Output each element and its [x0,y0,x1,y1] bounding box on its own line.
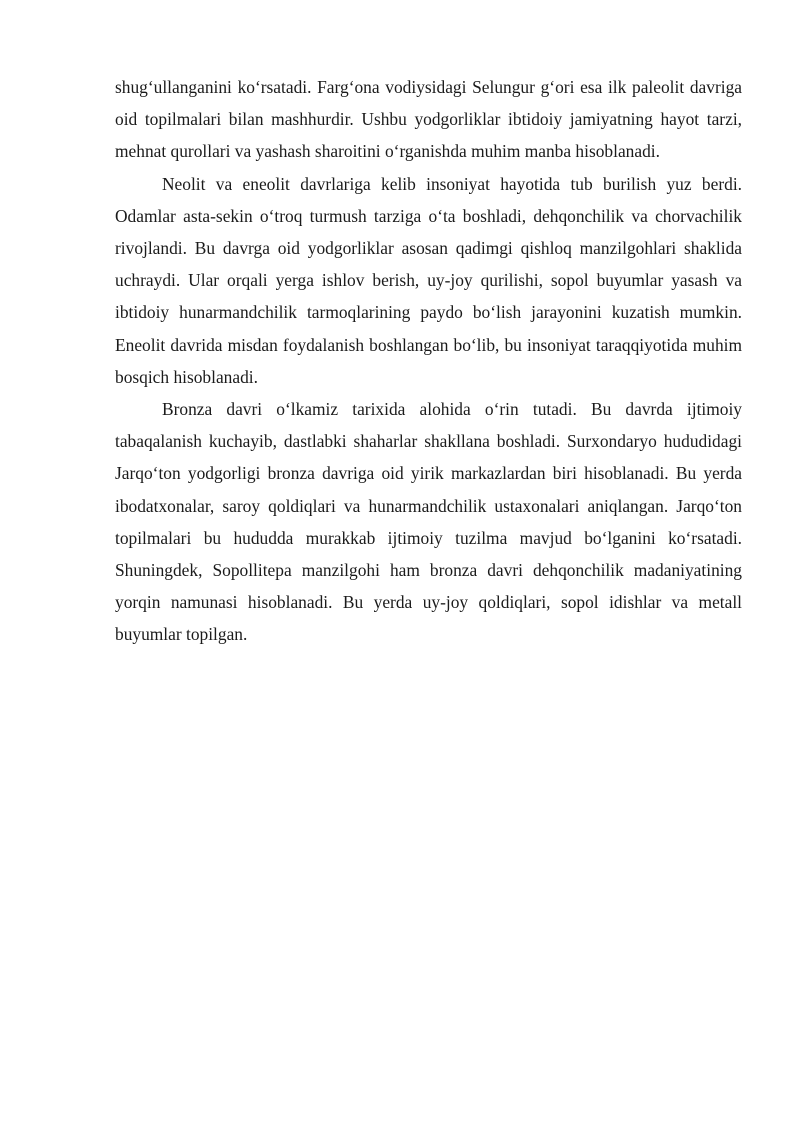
paragraph-bronze-age: Bronza davri o‘lkamiz tarixida alohida o‘rin tutadi. Bu davrda ijtimoiy tabaqalanish kuchayib, dastlabki shaharlar shakllana boshladi. Surxondaryo hududidagi Jarqo‘ton yodgorligi bronza davriga oid yirik markazlardan biri hisoblanadi. Bu yerda ibodatxonalar, saroy qoldiqlari va hunarmandchilik ustaxonalari aniqlangan. Jarqo‘ton topilmalari bu hududda murakkab ijtimoiy tuzilma mavjud bo‘lganini ko‘rsatadi. Shuningdek, Sopollitepa manzilgohi ham bronza davri dehqonchilik madaniyatining yorqin namunasi hisoblanadi. Bu yerda uy-joy qoldiqlari, sopol idishlar va metall buyumlar topilgan. [115,399,742,645]
document-body [115,71,742,651]
paragraph-neolithic-eneolithic: Neolit va eneolit davrlariga kelib insoniyat hayotida tub burilish yuz berdi. Odamlar asta-sekin o‘troq turmush tarziga o‘ta boshladi, dehqonchilik va chorvachilik rivojlandi. Bu davrga oid yodgorliklar asosan qadimgi qishloq manzilgohlari shaklida uchraydi. Ular orqali yerga ishlov berish, uy-joy qurilishi, sopol buyumlar yasash va ibtidoiy hunarmandchilik tarmoqlarining paydo bo‘lish jarayonini kuzatish mumkin. Eneolit davrida misdan foydalanish boshlangan bo‘lib, bu insoniyat taraqqiyotida muhim bosqich hisoblanadi. [115,173,742,387]
paragraph-continuation: shug‘ullanganini ko‘rsatadi. Farg‘ona vodiysidagi Selungur g‘ori esa ilk paleolit davriga oid topilmalari bilan mashhurdir. Ushbu yodgorliklar ibtidoiy jamiyatning hayot tarzi, mehnat qurollari va yashash sharoitini o‘rganishda muhim manba hisoblanadi. [115,77,742,162]
